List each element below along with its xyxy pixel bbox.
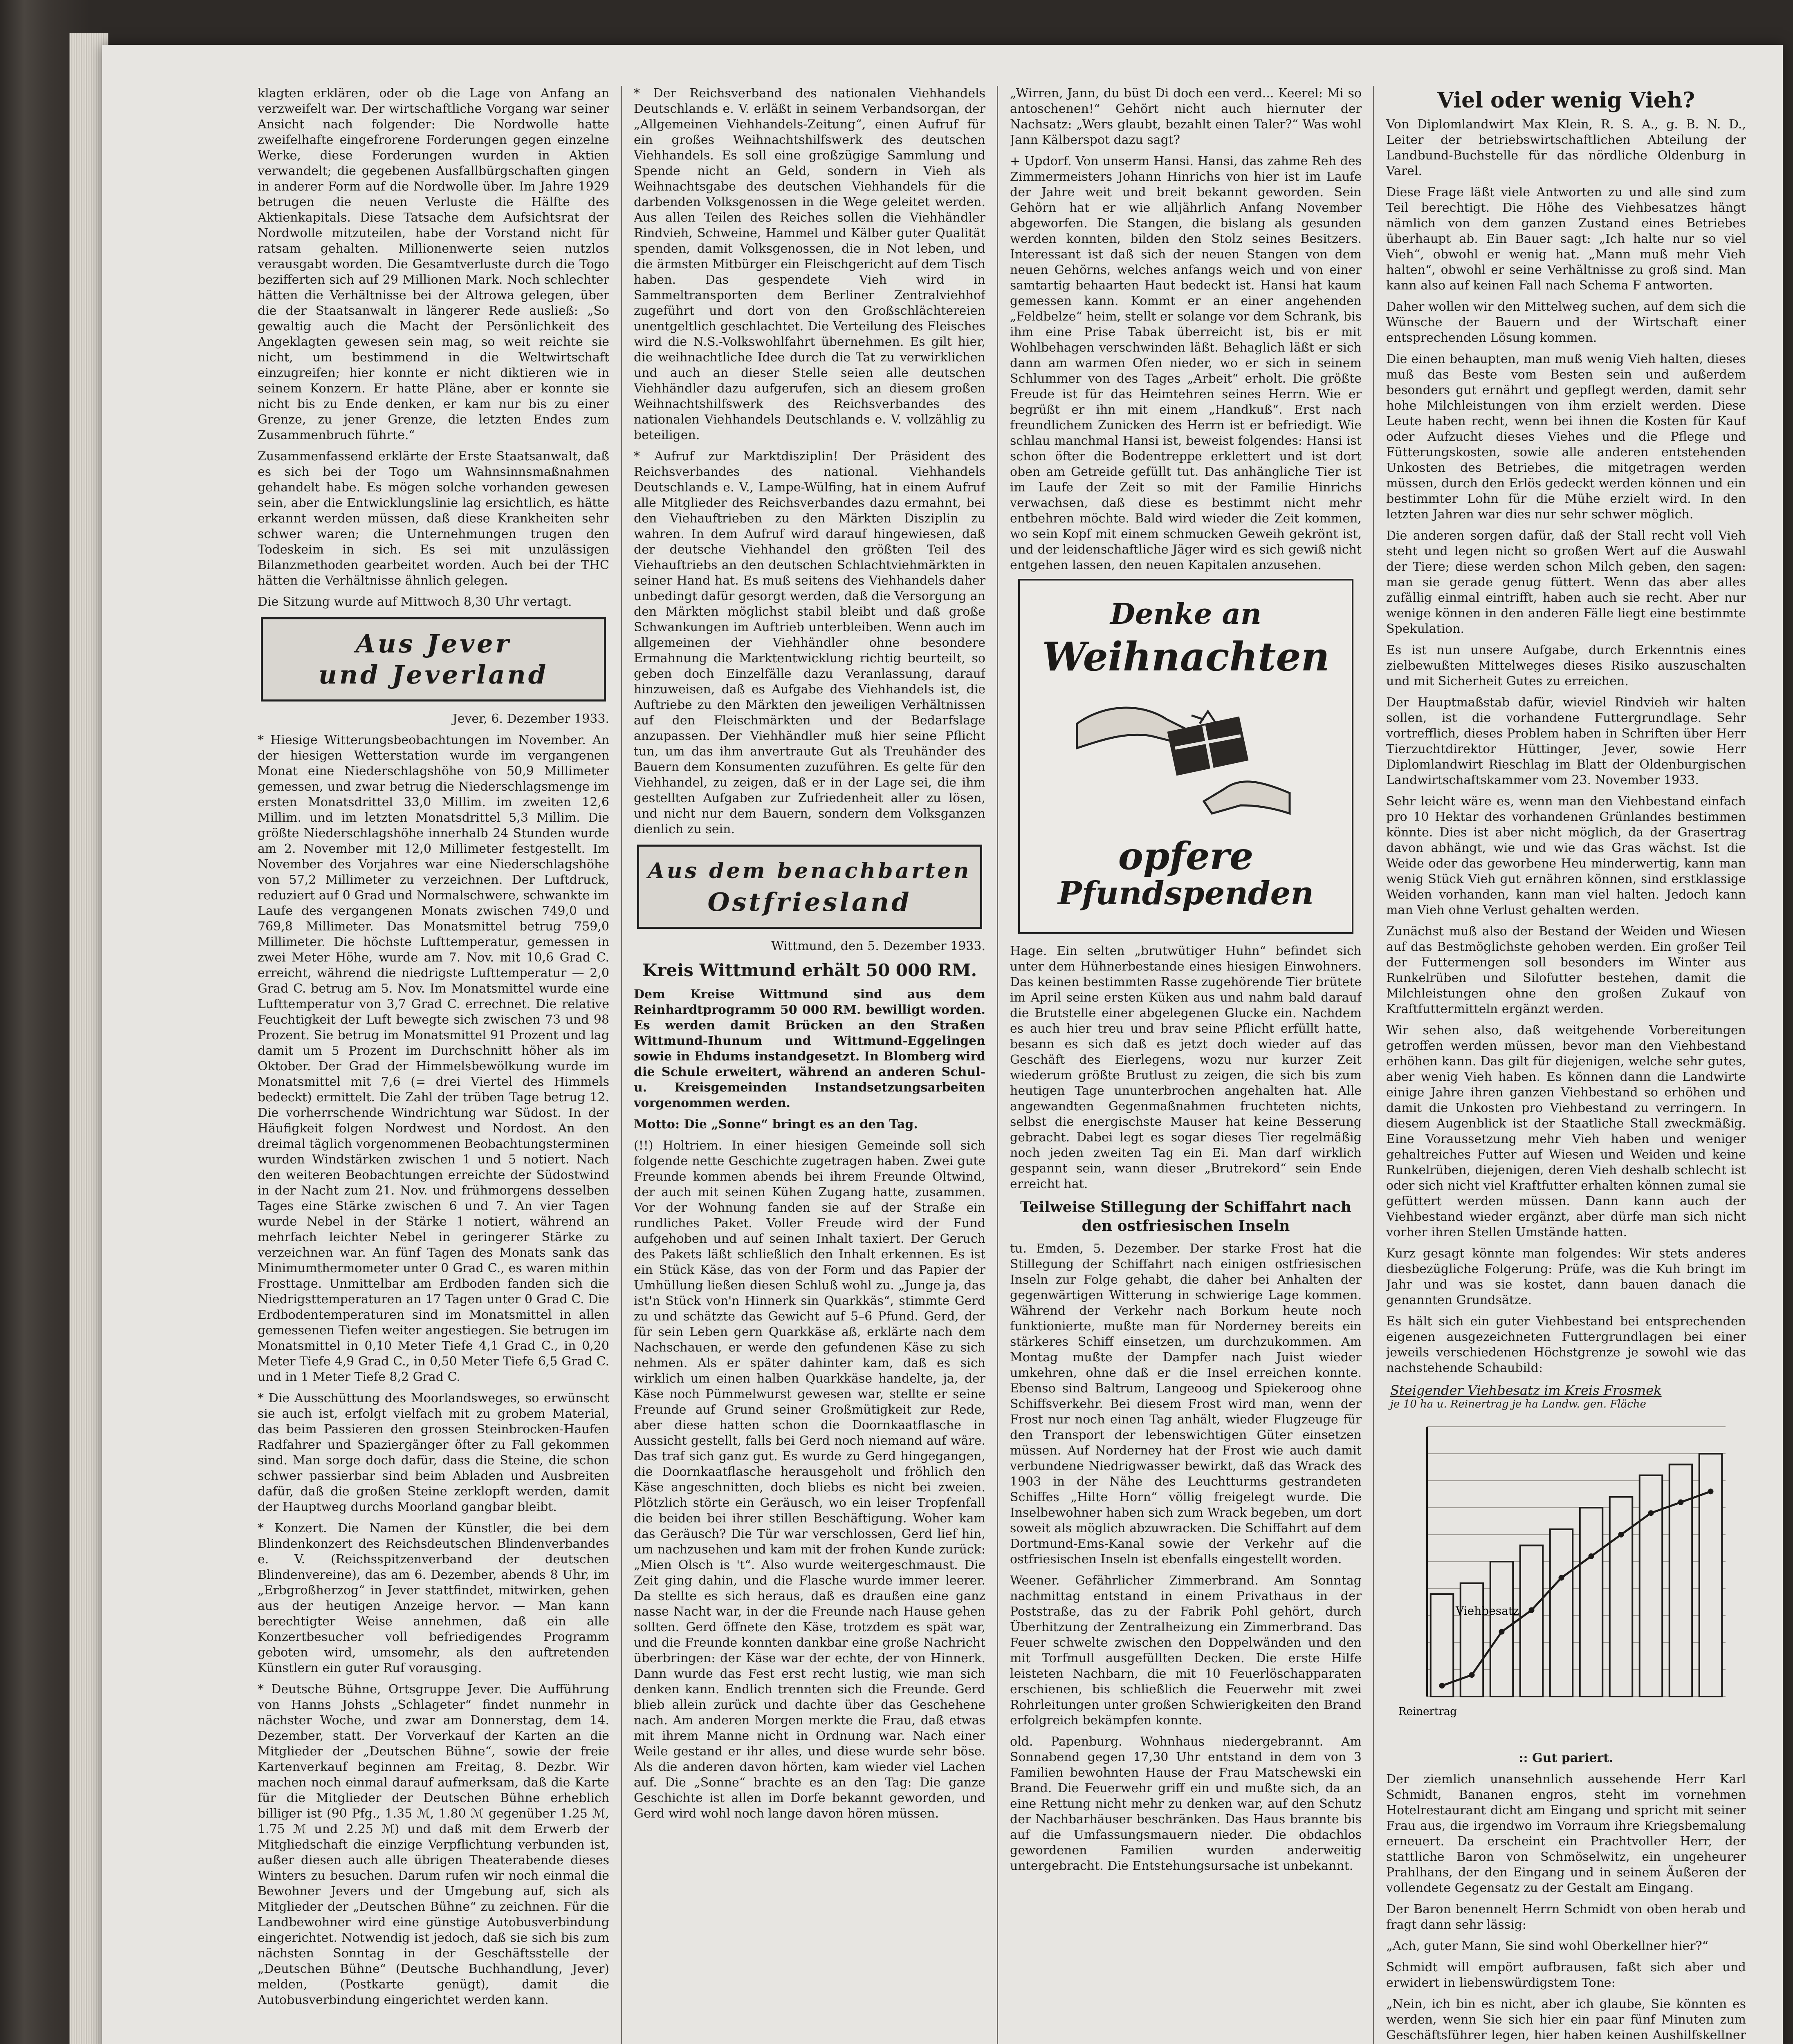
headline: Viel oder wenig Vieh?: [1437, 88, 1695, 113]
article-paragraph: Der Hauptmaßstab dafür, wieviel Rindvieh wir halten sollen, ist die vorhandene Futtergrundlage. Sehr vortrefflich, dieses Problem haben in Schriften über Herr Tierzuchtdirektor Hüttinger, Jever, sowie Herr Diplomlandwirt Rieschlag im Blatt der Oldenburgischen Landwirtschaftskammer vom 23. November 1933.: [1386, 695, 1746, 787]
column-4: [1386, 86, 1746, 2044]
article-paragraph: * Die Ausschüttung des Moorlandsweges, so erwünscht sie auch ist, erfolgt vielfach mit zu grobem Material, das beim Passieren den grossen Steinbrocken-Haufen Radfahrer und Spaziergänger öfter zu Fall gekommen sind. Man sorge doch dafür, dass die Steine, die schon schwer passierbar sind beim Abladen und Ausbreiten dafür, daß die großen Steine zerklopft werden, damit der Hauptweg durchs Moorland gangbar bleibt.: [258, 1391, 609, 1514]
viehbesatz-chart: [1390, 1383, 1742, 1742]
headline: Kreis Wittmund erhält 50 000 RM.: [642, 960, 977, 980]
section-header-jever: [261, 617, 606, 702]
chart-point-reinertrag: [1529, 1607, 1535, 1613]
byline: Von Diplomlandwirt Max Klein, R. S. A., g. B. N. D., Leiter der betriebswirtschaftlichen Abteilung der Landbund-Buchstelle für das nördliche Oldenburg in Varel.: [1386, 117, 1746, 178]
article-paragraph: Daher wollen wir den Mittelweg suchen, auf dem sich die Wünsche der Bauern und der Wirtschaft einer entsprechenden Lösung kommen.: [1386, 300, 1746, 345]
article-paragraph: * Hiesige Witterungsbeobachtungen im November. An der hiesigen Wetterstation wurde im vergangenen Monat eine Niederschlagshöhe von 50,9 Millimeter gemessen, und zwar betrug die Niederschlagsmenge im ersten Monatsdrittel 33,0 Millim. im zweiten 12,6 Millim. und im letzten Monatsdrittel 5,3 Millim. Die größte Niederschlagshöhe innerhalb 24 Stunden wurde am 2. November mit 12,0 Millimeter festgestellt. Im November des Vorjahres war eine Niederschlagshöhe von 57,2 Millimeter zu verzeichnen. Der Luftdruck, reduziert auf 0 Grad und Normalschwere, schwankte im Laufe des vergangenen Monats zwischen 749,0 und 769,8 Millimeter. Das Monatsmittel betrug 759,0 Millimeter. Die höchste Lufttemperatur, gemessen in zwei Meter Höhe, wurde am 7. Nov. mit 10,6 Grad C. erreicht, während die niedrigste Lufttemperatur — 2,0 Grad C. betrug am 5. Nov. Im Monatsmittel wurde eine Lufttemperatur von 3,7 Grad C. errechnet. Die relative Feuchtigkeit der Luft bewegte sich zwischen 73 und 98 Prozent. Sie betrug im Monatsmittel 91 Prozent und lag damit um 5 Prozent im Durchschnitt höher als im Oktober. Der Grad der Himmelsbewölkung wurde im Monatsmittel mit 7,6 (= drei Viertel des Himmels bedeckt) ermittelt. Die Zahl der trüben Tage betrug 12. Die vorherrschende Windrichtung war Südost. In der Häufigkeit folgen Nordwest und Nordost. An den dreimal täglich vorgenommenen Beobachtungsterminen wurden Windstärken zwischen 1 und 5 notiert. Nach den weiteren Beobachtungen erreichte der Südostwind in der Nacht zum 21. Nov. und frühmorgens desselben Tages eine Stärke zwischen 6 und 7. An vier Tagen wurde Nebel in der Stärke 1 notiert, während an mehrfach leichter Nebel in geringerer Stärke zu verzeichnen war. An fünf Tagen des Monats sank das Minimumthermometer unter 0 Grad C., es waren mithin Frosttage. Unmittelbar am Erdboden fanden sich die Niedrigsttemperaturen an 17 Tagen unter 0 Grad C. Die Erdbodentemperaturen sind im Monatsmittel in allen gemessenen Tiefen weiter angestiegen. Sie betrugen im Monatsmittel in 0,10 Meter Tiefe 4,1 Grad C., in 0,20 Meter Tiefe 4,9 Grad C., in 0,50 Meter Tiefe 6,5 Grad C. und in 1 Meter Tiefe 8,2 Grad C.: [258, 733, 609, 1384]
article-paragraph: tu. Emden, 5. Dezember. Der starke Frost hat die Stillegung der Schiffahrt nach einigen ostfriesischen Inseln zur Folge gehabt, die daher bei Anhalten der gegenwärtigen Witterung in schwierige Lage kommen. Während der Verkehr nach Borkum heute noch funktionierte, mußte man für Norderney bereits ein stärkeres Schiff einsetzen, um durchzukommen. Am Montag mußte der Dampfer nach Juist wieder umkehren, ohne daß er die Insel erreichen konnte. Ebenso sind Baltrum, Langeoog und Spiekeroog ohne Schiffsverkehr. Bei diesem Frost wird man, wenn der Frost nur noch einen Tag anhält, wieder Flugzeuge für den Transport der lebenswichtigen Güter einsetzen müssen. Auf Norderney hat der Frost wie auch damit verbundene Niedrigwasser bewirkt, daß das Wrack des 1903 in der Nähe des Leuchtturms gestrandeten Schiffes „Hilte Horn“ völlig freigelegt wurde. Die Inselbewohner haben sich zum Wrack begeben, um dort soweit als möglich abzuwracken. Die Schiffahrt auf dem Dortmund-Ems-Kanal sowie der Verkehr auf die ostfriesischen Inseln ist ebenfalls eingestellt worden.: [1010, 1242, 1362, 1567]
article-paragraph: Zunächst muß also der Bestand der Weiden und Wiesen auf das Bestmöglichste gehoben werden. Ein großer Teil der Futtermengen soll besonders im Winter aus Runkelrüben und Silofutter bestehen, damit die Milchleistungen ohne den großen Zukauf von Kraftfuttermitteln ergänzt werden.: [1386, 924, 1746, 1016]
section-title: Aus dem benachbarten: [648, 858, 972, 883]
column-1: [258, 86, 609, 2044]
column-rule: [621, 86, 622, 2044]
chart-point-reinertrag: [1648, 1510, 1654, 1516]
dateline: Jever, 6. Dezember 1933.: [452, 712, 609, 726]
article-paragraph: * Konzert. Die Namen der Künstler, die bei dem Blindenkonzert des Reichsdeutschen Blindenverbandes e. V. (Reichsspitzenverband der deutschen Blindenvereine), das am 6. Dezember, abends 8 Uhr, im „Erbgroßherzog“ in Jever stattfindet, mitwirken, gehen aus der heutigen Anzeige hervor. — Man kann berechtigter Weise annehmen, daß ein alle Konzertbesucher voll befriedigendes Programm geboten wird, umsomehr, als den auftretenden Künstlern ein guter Ruf vorausging.: [258, 1521, 609, 1675]
chart-plot: [1390, 1410, 1742, 1721]
article-paragraph: Es ist nun unsere Aufgabe, durch Erkenntnis eines zielbewußten Mittelweges dieses Risiko auszuschalten und mit Sicherheit Gutes zu erreichen.: [1386, 643, 1746, 688]
section-title: und Jeverland: [318, 660, 549, 690]
chart-bar-viehbesatz: [1580, 1508, 1602, 1697]
dateline: Wittmund, den 5. Dezember 1933.: [771, 939, 985, 953]
article-paragraph: Zusammenfassend erklärte der Erste Staatsanwalt, daß es sich bei der Togo um Wahnsinnsmaßnahmen gehandelt habe. Es mögen solche vorhanden gewesen sein, aber die Entwicklungslinie lag ersichtlich, es hätte erkannt werden müssen, daß diese Krankheiten sehr schwer waren; die Unternehmungen trugen den Todeskeim in sich. Es sei mit unzulässigen Bilanzmethoden gearbeitet worden. Auch bei der THC hätten die Verhältnisse ähnlich gelegen.: [258, 449, 609, 588]
chart-point-reinertrag: [1499, 1629, 1505, 1635]
anecdote-paragraph: Der ziemlich unansehnlich aussehende Herr Karl Schmidt, Bananen engros, steht im vornehmen Hotelrestaurant dicht am Eingang und spricht mit seiner Frau aus, die irgendwo im Vorraum ihre Kriegsbemalung erneuert. Da erscheint ein Prachtvoller Herr, der stattliche Baron von Schmöselwitz, ein ungeheurer Prahlhans, der den Eingang und in seinem Äußeren der vollendete Gegensatz zu der Gestalt am Eingang.: [1386, 1772, 1746, 1895]
chart-axis-label: Reinertrag: [1398, 1706, 1457, 1718]
ad-text: Weihnachten: [1042, 634, 1330, 680]
article-paragraph: „Wirren, Jann, du büst Di doch een verd... Keerel: Mi so antoschenen!“ Gehört nicht auch hiernuter der Nachsatz: „Wers glaubt, bezahlt einen Taler?“ Was wohl Jann Kälberspot dazu sagt?: [1010, 86, 1362, 147]
article-paragraph: Es hält sich ein guter Viehbestand bei entsprechenden eigenen ausgezeichneten Futtergrundlagen bei einer jeweils verschiedenen Höchstgrenze je sowohl wie das nachstehende Schaubild:: [1386, 1314, 1746, 1375]
article-paragraph: Die anderen sorgen dafür, daß der Stall recht voll Vieh steht und legen nicht so großen Wert auf die Auswahl der Tiere; diese werden schon Milch geben, den sagen: man sie gerade genug füttert. Wenn das aber alles zufällig einmal eintrifft, haben auch sie recht. Aber nur wenige können in den anderen Fälle liegt eine bestimmte Spekulation.: [1386, 529, 1746, 636]
column-2: [634, 86, 985, 2044]
article-paragraph: klagten erklären, oder ob die Lage von Anfang an verzweifelt war. Der wirtschaftliche Vorgang war seiner Ansicht nach folgender: Die Nordwolle hatte zweifelhafte eingefrorene Forderungen gegen einzelne Werke, diese Forderungen wurden in Aktien verwandelt; die gegebenen Ausfallbürgschaften gingen in anderer Form auf die Nordwolle über. Im Jahre 1929 betrugen die neuen Verluste die Hälfte des Aktienkapitals. Diese Tatsache dem Aufsichtsrat der Nordwolle mitzuteilen, habe der Vorstand nicht für ratsam gehalten. Millionenwerte seien nutzlos verausgabt worden. Die Gesamtverluste durch die Togo bezifferten sich auf 29 Millionen Mark. Noch schlechter hätten die Verhältnisse bei der Altrowa gelegen, über die der Staatsanwalt in längerer Rede ausließ: „So gewaltig auch die Macht der Persönlichkeit des Angeklagten gewesen sein mag, so weit reichte sie nicht, um bestimmend in die Weltwirtschaft einzugreifen; hier konnte er nicht diktieren wie in seinem Konzern. Er hatte Pläne, aber er konnte sie nicht bis zu Ende denken, er kam nur bis zu einer Grenze, zu jener Grenze, die letzten Endes zum Zusammenbruch führte.“: [258, 86, 609, 442]
ad-text: Denke an: [1110, 597, 1261, 631]
anecdote-paragraph: Schmidt will empört aufbrausen, faßt sich aber und erwidert in liebenswürdigstem Tone:: [1386, 1960, 1746, 1990]
anecdote-title: :: Gut pariert.: [1519, 1751, 1613, 1765]
article-paragraph: Hage. Ein selten „brutwütiger Huhn“ befindet sich unter dem Hühnerbestande eines hiesigen Einwohners. Das keinen bestimmten Rasse zugehörende Tier brütete im April seine ersten Küken aus und nahm bald darauf die Brutstelle einer abgelegenen Glucke ein. Nachdem es auch hier treu und brav seine Pflicht erfüllt hatte, besann es sich daß es jetzt doch wieder auf das Geschäft des Eierlegens, wozu nur kurzer Zeit wiederum größte Brutlust zu zeigen, die sich bis zum heutigen Tage ununterbrochen angehalten hat. Alle angewandten Gegenmaßnahmen fruchteten nichts, selbst die energischste Mauser hat keine Besserung gebracht. Dabei legt es sogar dieses Tier regelmäßig noch jeden zweiten Tag ein Ei. Man darf wirklich gespannt sein, wann dieser „Brutrekord“ sein Ende erreicht hat.: [1010, 944, 1362, 1191]
column-3: [1010, 86, 1362, 2044]
chart-bar-viehbesatz: [1520, 1545, 1543, 1697]
section-header-ostfriesland: [637, 845, 982, 929]
article-paragraph: Diese Frage läßt viele Antworten zu und alle sind zum Teil berechtigt. Die Höhe des Viehbesatzes hängt nämlich von dem ganzen Zustand eines Betriebes überhaupt ab. Ein Bauer sagt: „Ich halte nur so viel Vieh“, obwohl er wenig hat. „Mann muß mehr Vieh halten“, obwohl er seine Verhältnisse zu groß sind. Man kann also auf keinen Fall nach Schema F antworten.: [1386, 185, 1746, 293]
article-paragraph: Weener. Gefährlicher Zimmerbrand. Am Sonntag nachmittag entstand in einem Privathaus in der Poststraße, das zu der Fabrik Pohl gehört, durch Überhitzung der Zentralheizung ein Zimmerbrand. Das Feuer schwelte zwischen den Doppelwänden und den mit Torfmull ausgefüllten Decken. Die erste Hilfe leisteten Nachbarn, die mit 10 Feuerlöschapparaten erschienen, bis schließlich die Feuerwehr mit zwei Rohrleitungen unter großen Schwierigkeiten den Brand erfolgreich bekämpfen konnte.: [1010, 1573, 1362, 1728]
motto: Motto: Die „Sonne“ bringt es an den Tag.: [634, 1117, 918, 1132]
column-rule: [997, 86, 998, 2044]
article-paragraph: Die einen behaupten, man muß wenig Vieh halten, dieses muß das Beste vom Besten sein und außerdem besonders gut ernährt und gepflegt werden, damit sehr hohe Milchleistungen von ihm erzielt werden. Diese Leute haben recht, wenn bei ihnen die Kosten für Kauf oder Aufzucht dieses Viehes und die Pflege und Fütterungskosten, sowie alle anderen entstehenden Unkosten des Betriebes, die mitgetragen werden müssen, durch den Erlös gedeckt werden können und ein bestimmter Lohn für die Mühe erzielt wird. In den letzten Jahren war dies nur sehr schwer möglich.: [1386, 352, 1746, 522]
chart-title: Steigender Viehbesatz im Kreis Frosmek: [1390, 1383, 1662, 1398]
chart-legend-label: Viehbesatz: [1456, 1604, 1519, 1618]
column-rule: [1373, 86, 1374, 2044]
chart-point-reinertrag: [1439, 1683, 1445, 1689]
section-title: Aus Jever: [355, 629, 512, 659]
chart-point-reinertrag: [1559, 1575, 1564, 1581]
chart-bar-viehbesatz: [1640, 1475, 1662, 1697]
article-paragraph: + Updorf. Von unserm Hansi. Hansi, das zahme Reh des Zimmermeisters Johann Hinrichs von hier ist im Laufe der Jahre weit und breit bekannt geworden. Sein Gehörn hat er wie alljährlich Anfang November abgeworfen. Die Stangen, die bislang als gesunden werden konnten, bilden den Stolz seines Besitzers. Interessant ist daß sich der neuen Stangen von dem neuen Gehörns, welches anfangs weich und von einer samtartig behaarten Haut bedeckt ist. Hansi hat kaum gemessen kann. Kommt er an einer angehenden „Feldbelze“ heim, stellt er solange vor dem Schrank, bis ihm eine Prise Tabak überreicht ist, bis er mit Wohlbehagen verschwinden läßt. Behaglich läßt er sich dann am warmen Ofen nieder, wo er sich in seinem Schlummer von des Tages „Arbeit“ erholt. Die größte Freude ist für das Heimtehren seines Herrn. Wie er begrüßt er ihn mit einem „Handkuß“. Erst nach freundlichem Zunicken des Herrn ist er befriedigt. Wie schlau manchmal Hansi ist, beweist folgendes: Hansi ist schon öfter die Bodentreppe erklettert und ist dort oben am Getreide gefüllt tut. Das anhängliche Tier ist im Laufe der Zeit so mit der Familie Hinrichs verwachsen, daß diese es bestimmt nicht mehr entbehren möchte. Bald wird wieder die Zeit kommen, wo sein Kopf mit einem schmucken Geweih gekrönt ist, und der leidenschaftliche Jäger wird es sich gewiß nicht entgehen lassen, den neuen Kapitalen anzusehen.: [1010, 154, 1362, 572]
chart-point-reinertrag: [1618, 1532, 1624, 1537]
anecdote-paragraph: Der Baron benennelt Herrn Schmidt von oben herab und fragt dann sehr lässig:: [1386, 1902, 1746, 1932]
chart-point-reinertrag: [1589, 1553, 1594, 1559]
article-paragraph: (!!) Holtriem. In einer hiesigen Gemeinde soll sich folgende nette Geschichte zugetragen haben. Zwei gute Freunde kommen abends bei ihrem Freunde Oltwind, der auch mit seinen Kühen Zugang hatte, zusammen. Vor der Wohnung fanden sie auf der Straße ein rundliches Paket. Voller Freude wird der Fund aufgehoben und auf seinen Inhalt taxiert. Der Geruch des Pakets läßt schließlich den Inhalt erkennen. Es ist ein Stück Käse, das von der Form und das Papier der Umhüllung ließen diesen Schluß wohl zu. „Junge ja, das ist'n Stück von'n Hinnerk sin Quarkkäs“, stimmte Gerd zu und schätzte das Gewicht auf 5–6 Pfund. Gerd, der für sein Leben gern Quarkkäse aß, erklärte nach dem Nachschauen, er werde den gefundenen Käse zu sich nehmen. Als er später dahinter kam, daß es sich wirklich um einen halben Quarkkäse handelte, ja, der Käse noch Pümmelwurst gewesen war, stellte er seine Freunde auf Grund seiner Großmütigkeit zur Rede, aber diese hatten schon die Doornkaatflasche in Aussicht gestellt, falls bei Gerd noch niemand auf wäre. Das traf sich ganz gut. Es wurde zu Gerd hingegangen, die Doornkaatflasche herausgeholt und fröhlich den Käse angeschnitten, doch bliebs es nicht bei zweien. Plötzlich störte ein Geräusch, wo ein leiser Tropfenfall die beiden bei ihrer stillen Beschäftigung. Woher kam das Geräusch? Die Tür war verschlossen, Gerd lief hin, um nachzusehen und kam mit der frohen Kunde zurück: „Mien Olsch is 't“. Also wurde weitergeschmaust. Die Zeit ging dahin, und die Flasche wurde immer leerer. Da stellte es sich heraus, daß es draußen eine ganz nasse Nacht war, in der die Freunde nach Hause gehen sollten. Gerd öffnete den Käse, trotzdem es spät war, und die Freunde konnten dankbar eine große Nachricht überbringen: der Käse war der echte, der von Hinnerk. Dann wurde das Fest erst recht lustig, wie man sich denken kann. Endlich trennten sich die Freunde. Gerd blieb allein zurück und dachte über das Geschehene nach. Am anderen Morgen merkte die Frau, daß etwas mit ihrem Manne nicht in Ordnung war. Nach einer Weile gestand er ihr alles, und diese wurde sehr böse. Als die anderen davon hörten, kam wieder viel Lachen auf. Die „Sonne“ brachte es an den Tag: Die ganze Geschichte ist allen im Dorfe bekannt geworden, und Gerd wird wohl noch lange davon hören müssen.: [634, 1139, 985, 1821]
article-paragraph: Kurz gesagt könnte man folgendes: Wir stets anderes diesbezügliche Folgerung: Prüfe, was die Kuh bringt im Jahr und was sie kostet, dann bauen danach die genannten Grundsätze.: [1386, 1246, 1746, 1307]
chart-subtitle: je 10 ha u. Reinertrag je ha Landw. gen. Fläche: [1390, 1398, 1646, 1410]
newspaper-page: [102, 45, 1783, 2044]
chart-point-reinertrag: [1678, 1499, 1684, 1505]
lead-paragraph: Dem Kreise Wittmund sind aus dem Reinhardtprogramm 50 000 RM. bewilligt worden. Es werden damit Brücken an den Straßen Wittmund-Ihunum und Wittmund-Eggelingen sowie in Ehdums instandgesetzt. In Blomberg wird die Schule erweitert, während an anderen Schul- u. Kreisgemeinden Instandsetzungsarbeiten vorgenommen werden.: [634, 987, 985, 1110]
article-paragraph: Wir sehen also, daß weitgehende Vorbereitungen getroffen werden müssen, bevor man den Viehbestand erhöhen kann. Das gilt für diejenigen, welche sehr gutes, aber wenig Vieh haben. Es können dann die Landwirte einige Jahre ihren ganzen Viehbestand so erhöhen und damit die Unkosten pro Viehbestand zu verringern. In diesem Augenblick ist der Staatliche Stall zweckmäßig. Eine Voraussetzung mehr Vieh haben und weniger gehaltreiches Futter auf Wiesen und Weiden und keine Runkelrüben, diejenigen, deren Vieh deshalb schlecht ist oder sich nicht viel Kraftfutter erhalten können zumal sie gefüttert werden müssen. Dann kann auch der Viehbestand wieder ergänzt, aber dürfe man sich nicht vorher ihren Stellen Umstände hatten.: [1386, 1023, 1746, 1239]
chart-bar-viehbesatz: [1610, 1497, 1632, 1697]
anecdote-paragraph: „Nein, ich bin es nicht, aber ich glaube, Sie könnten es werden, wenn Sie sich hier ein paar fünf Minuten zum Geschäftsführer legen, hier haben keinen Aushilfskellner: [1386, 1997, 1746, 2042]
anecdote-paragraph: „Ach, guter Mann, Sie sind wohl Oberkellner hier?“: [1386, 1939, 1709, 1953]
chart-point-reinertrag: [1469, 1672, 1475, 1678]
article-paragraph: * Der Reichsverband des nationalen Viehhandels Deutschlands e. V. erläßt in seinem Verbandsorgan, der „Allgemeinen Viehhandels-Zeitung“, einen Aufruf für ein großes Weihnachtshilfswerk des deutschen Viehhandels. Es soll eine großzügige Sammlung und Spende nicht an Geld, sondern in Vieh als Weihnachtsgabe des deutschen Viehhandels für die darbenden Volksgenossen in die Wege geleitet werden. Aus allen Teilen des Reiches sollen die Viehhändler Rindvieh, Schweine, Hammel und Kälber guter Qualität spenden, damit Volksgenossen, die in Not leben, und die ärmsten Mitbürger ein Fleischgericht auf dem Tisch haben. Das gespendete Vieh wird in Sammeltransporten dem Berliner Zentralviehhof zugeführt und dort von den Großschlächtereien unentgeltlich geschlachtet. Die Verteilung des Fleisches wird die N.S.-Volkswohlfahrt übernehmen. Es gilt hier, die weihnachtliche Idee durch die Tat zu verwirklichen und auch an dieser Stelle seien alle deutschen Viehhändler dazu aufgerufen, sich an diesem großen Weihnachtshilfswerk des Reichsverbandes des nationalen Viehhandels Deutschlands e. V. vollzählig zu beteiligen.: [634, 86, 985, 442]
weihnachten-advertisement: [1018, 579, 1353, 934]
article-paragraph: * Deutsche Bühne, Ortsgruppe Jever. Die Aufführung von Hanns Johsts „Schlageter“ findet nunmehr in nächster Woche, und zwar am Donnerstag, dem 14. Dezember, statt. Der Vorverkauf der Karten an die Mitglieder der „Deutschen Bühne“, sowie der freie Kartenverkauf beginnen am Freitag, 8. Dezbr. Wir machen noch einmal darauf aufmerksam, daß die Karte für die Mitglieder der Deutschen Bühne erheblich billiger ist (90 Pfg., 1.35 ℳ, 1.80 ℳ gegenüber 1.25 ℳ, 1.75 ℳ und 2.25 ℳ) und daß mit dem Erwerb der Mitgliedschaft die einzige Verpflichtung verbunden ist, außer diesen auch alle übrigen Theaterabende dieses Winters zu besuchen. Darum rufen wir noch einmal die Bewohner Jevers und der Umgebung auf, sich als Mitglieder der „Deutschen Bühne“ zu zeichnen. Für die Landbewohner wird eine günstige Autobusverbindung eingerichtet. Notwendig ist jedoch, daß sie sich bis zum nächsten Sonntag in der Geschäftsstelle der „Deutschen Bühne“ (Deutsche Buchhandlung, Jever) melden, (Postkarte genügt), damit die Autobusverbindung eingerichtet werden kann.: [258, 1682, 609, 2007]
headline: Teilweise Stillegung der Schiffahrt nach den ostfriesischen Inseln: [1020, 1199, 1352, 1235]
chart-bar-viehbesatz: [1461, 1583, 1483, 1697]
article-paragraph: Sehr leicht wäre es, wenn man den Viehbestand einfach pro 10 Hektar des vorhandenen Grünlandes bestimmen könnte. Dies ist aber nicht möglich, da der Grasertrag davon abhängt, wie und wie das Gras wächst. Ist die Weide oder das geworbene Heu minderwertig, kann man wenig Stück Vieh gut ernähren können, sind erstklassige Weiden vorhanden, kann man viel halten. Jedoch kann man Vieh ohne Verlust gehalten werden.: [1386, 794, 1746, 917]
chart-bar-viehbesatz: [1550, 1529, 1573, 1697]
chart-bar-viehbesatz: [1431, 1594, 1453, 1697]
ad-text: opfere: [1118, 834, 1254, 878]
section-title: Ostfriesland: [707, 887, 912, 917]
ad-text: Pfundspenden: [1058, 875, 1314, 912]
article-paragraph: Die Sitzung wurde auf Mittwoch 8,30 Uhr vertagt.: [258, 595, 572, 609]
hands-with-parcel-illustration: [1069, 687, 1298, 826]
article-paragraph: old. Papenburg. Wohnhaus niedergebrannt. Am Sonnabend gegen 17,30 Uhr entstand in dem von 3 Familien bewohnten Hause der Frau Matschewski ein Brand. Die Feuerwehr griff ein und mußte sich, da an eine Rettung nicht mehr zu denken war, auf den Schutz der Nachbarhäuser beschränken. Das Haus brannte bis auf die Umfassungsmauern nieder. Die obdachlos gewordenen Familien wurden anderweitig untergebracht. Die Entstehungsursache ist unbekannt.: [1010, 1735, 1362, 1873]
chart-point-reinertrag: [1708, 1488, 1714, 1494]
article-paragraph: * Aufruf zur Marktdisziplin! Der Präsident des Reichsverbandes des national. Viehhandels Deutschlands e. V., Lampe-Wülfing, hat in einem Aufruf alle Mitglieder des Reichsverbandes dazu ermahnt, bei den Viehauftrieben zu den Märkten Disziplin zu wahren. In dem Aufruf wird darauf hingewiesen, daß der deutsche Viehhandel den größten Teil des Viehauftriebs an den deutschen Schlachtviehmärkten in seiner Hand hat. Es muß seitens des Viehhandels daher unbedingt dafür gesorgt werden, daß die Versorgung an den Märkten möglichst stabil bleibt und daß große Schwankungen im Auftrieb unterbleiben. Wenn auch im allgemeinen der Viehhändler ohne besondere Ermahnung die Marktentwicklung richtig beurteilt, so geben doch Einzelfälle dazu Veranlassung, darauf hinzuweisen, daß es Aufgabe des Viehhandels ist, die Auftriebe zu den Märkten den jeweiligen Verhältnissen auf den Fleischmärkten und der Bedarfslage anzupassen. Der Viehhändler muß hier seine Pflicht tun, um das ihm anvertraute Gut als Treuhänder des Bauern dem Konsumenten zuzuführen. Es gelte für den Viehhandel, zu zeigen, daß er in der Lage sei, die ihm gestellten Aufgaben zur Zufriedenheit aller zu lösen, und nicht nur dem Bauern, sondern dem Volksganzen dienlich zu sein.: [634, 449, 985, 836]
